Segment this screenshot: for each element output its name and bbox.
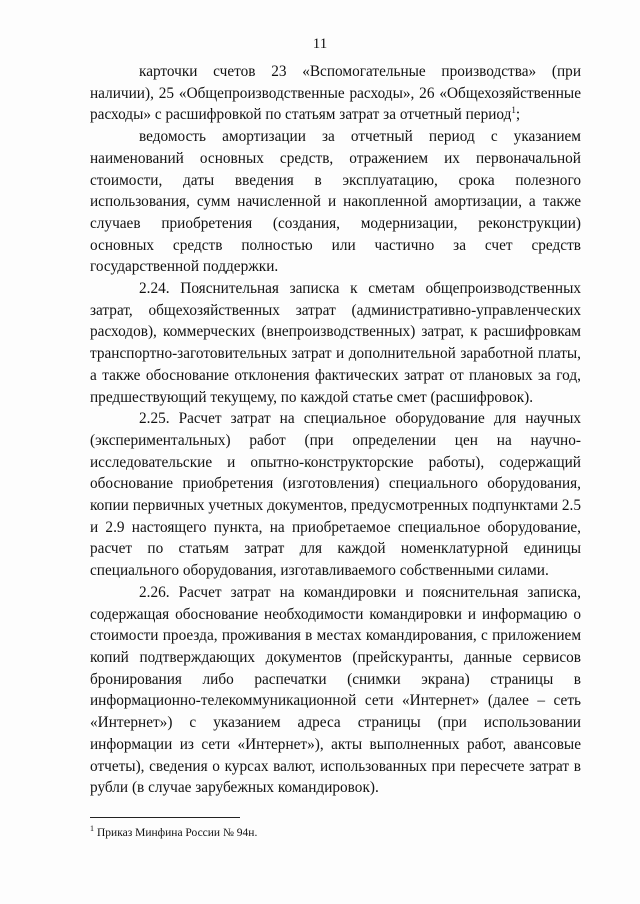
- paragraph-account-cards: карточки счетов 23 «Вспомогательные производства» (при наличии), 25 «Общепроизводственные расходы», 26 «Общехозяйственные расходы» с расшифровкой по статьям затрат за отчетный период$^1$;: [90, 63, 581, 124]
- footnote-text: Приказ Минфина России № 94н.: [97, 827, 258, 839]
- paragraph-2-25: 2.25. Расчет затрат на специальное оборудование для научных (экспериментальных) работ (при определении цен на научно-исследовательские и опытно-конструкторские работы), содержащий обоснование приобретения (изготовления) специального оборудования, копии первичных учетных документов, предусмотренных подпунктами 2.5 и 2.9 настоящего пункта, на приобретаемое специальное оборудование, расчет по статьям затрат для каждой номенклатурной единицы специального оборудования, изготавливаемого собственными силами.: [90, 410, 581, 580]
- footnote: [90, 826, 257, 840]
- page-number: 11: [312, 36, 328, 52]
- body-text: [90, 61, 581, 799]
- footnote-divider: [90, 817, 240, 818]
- footnote-marker: 1: [90, 824, 94, 833]
- paragraph-depreciation-statement: ведомость амортизации за отчетный период с указанием наименований основных средств, отражением их первоначальной стоимости, даты введения в эксплуатацию, срока полезного использования, сумм начисленной и накопленной амортизации, а также случаев приобретения (создания, модернизации, реконструкции) основных средств полностью или частично за счет средств государственной поддержки.: [90, 128, 581, 276]
- paragraph-2-26: 2.26. Расчет затрат на командировки и пояснительная записка, содержащая обоснование необходимости командировки и информацию о стоимости проезда, проживания в местах командирования, с приложением копий подтверждающих документов (прейскуранты, данные сервисов бронирования либо распечатки (снимки экрана) страницы в информационно-телекоммуникационной сети «Интернет» (далее – сеть «Интернет») с указанием адреса страницы (при использовании информации из сети «Интернет»), акты выполненных работ, авансовые отчеты), сведения о курсах валют, использованных при пересчете затрат в рубли (в случае зарубежных командировок).: [90, 583, 581, 797]
- footnote-reference: 1: [511, 105, 516, 116]
- paragraph-2-24: 2.24. Пояснительная записка к сметам общепроизводственных затрат, общехозяйственных затрат (административно-управленческих расходов), коммерческих (внепроизводственных) затрат, к расшифровкам транспортно-заготовительных затрат и дополнительной заработной платы, а также обоснование отклонения фактических затрат от плановых за год, предшествующий текущему, по каждой статье смет (расшифровок).: [90, 280, 581, 406]
